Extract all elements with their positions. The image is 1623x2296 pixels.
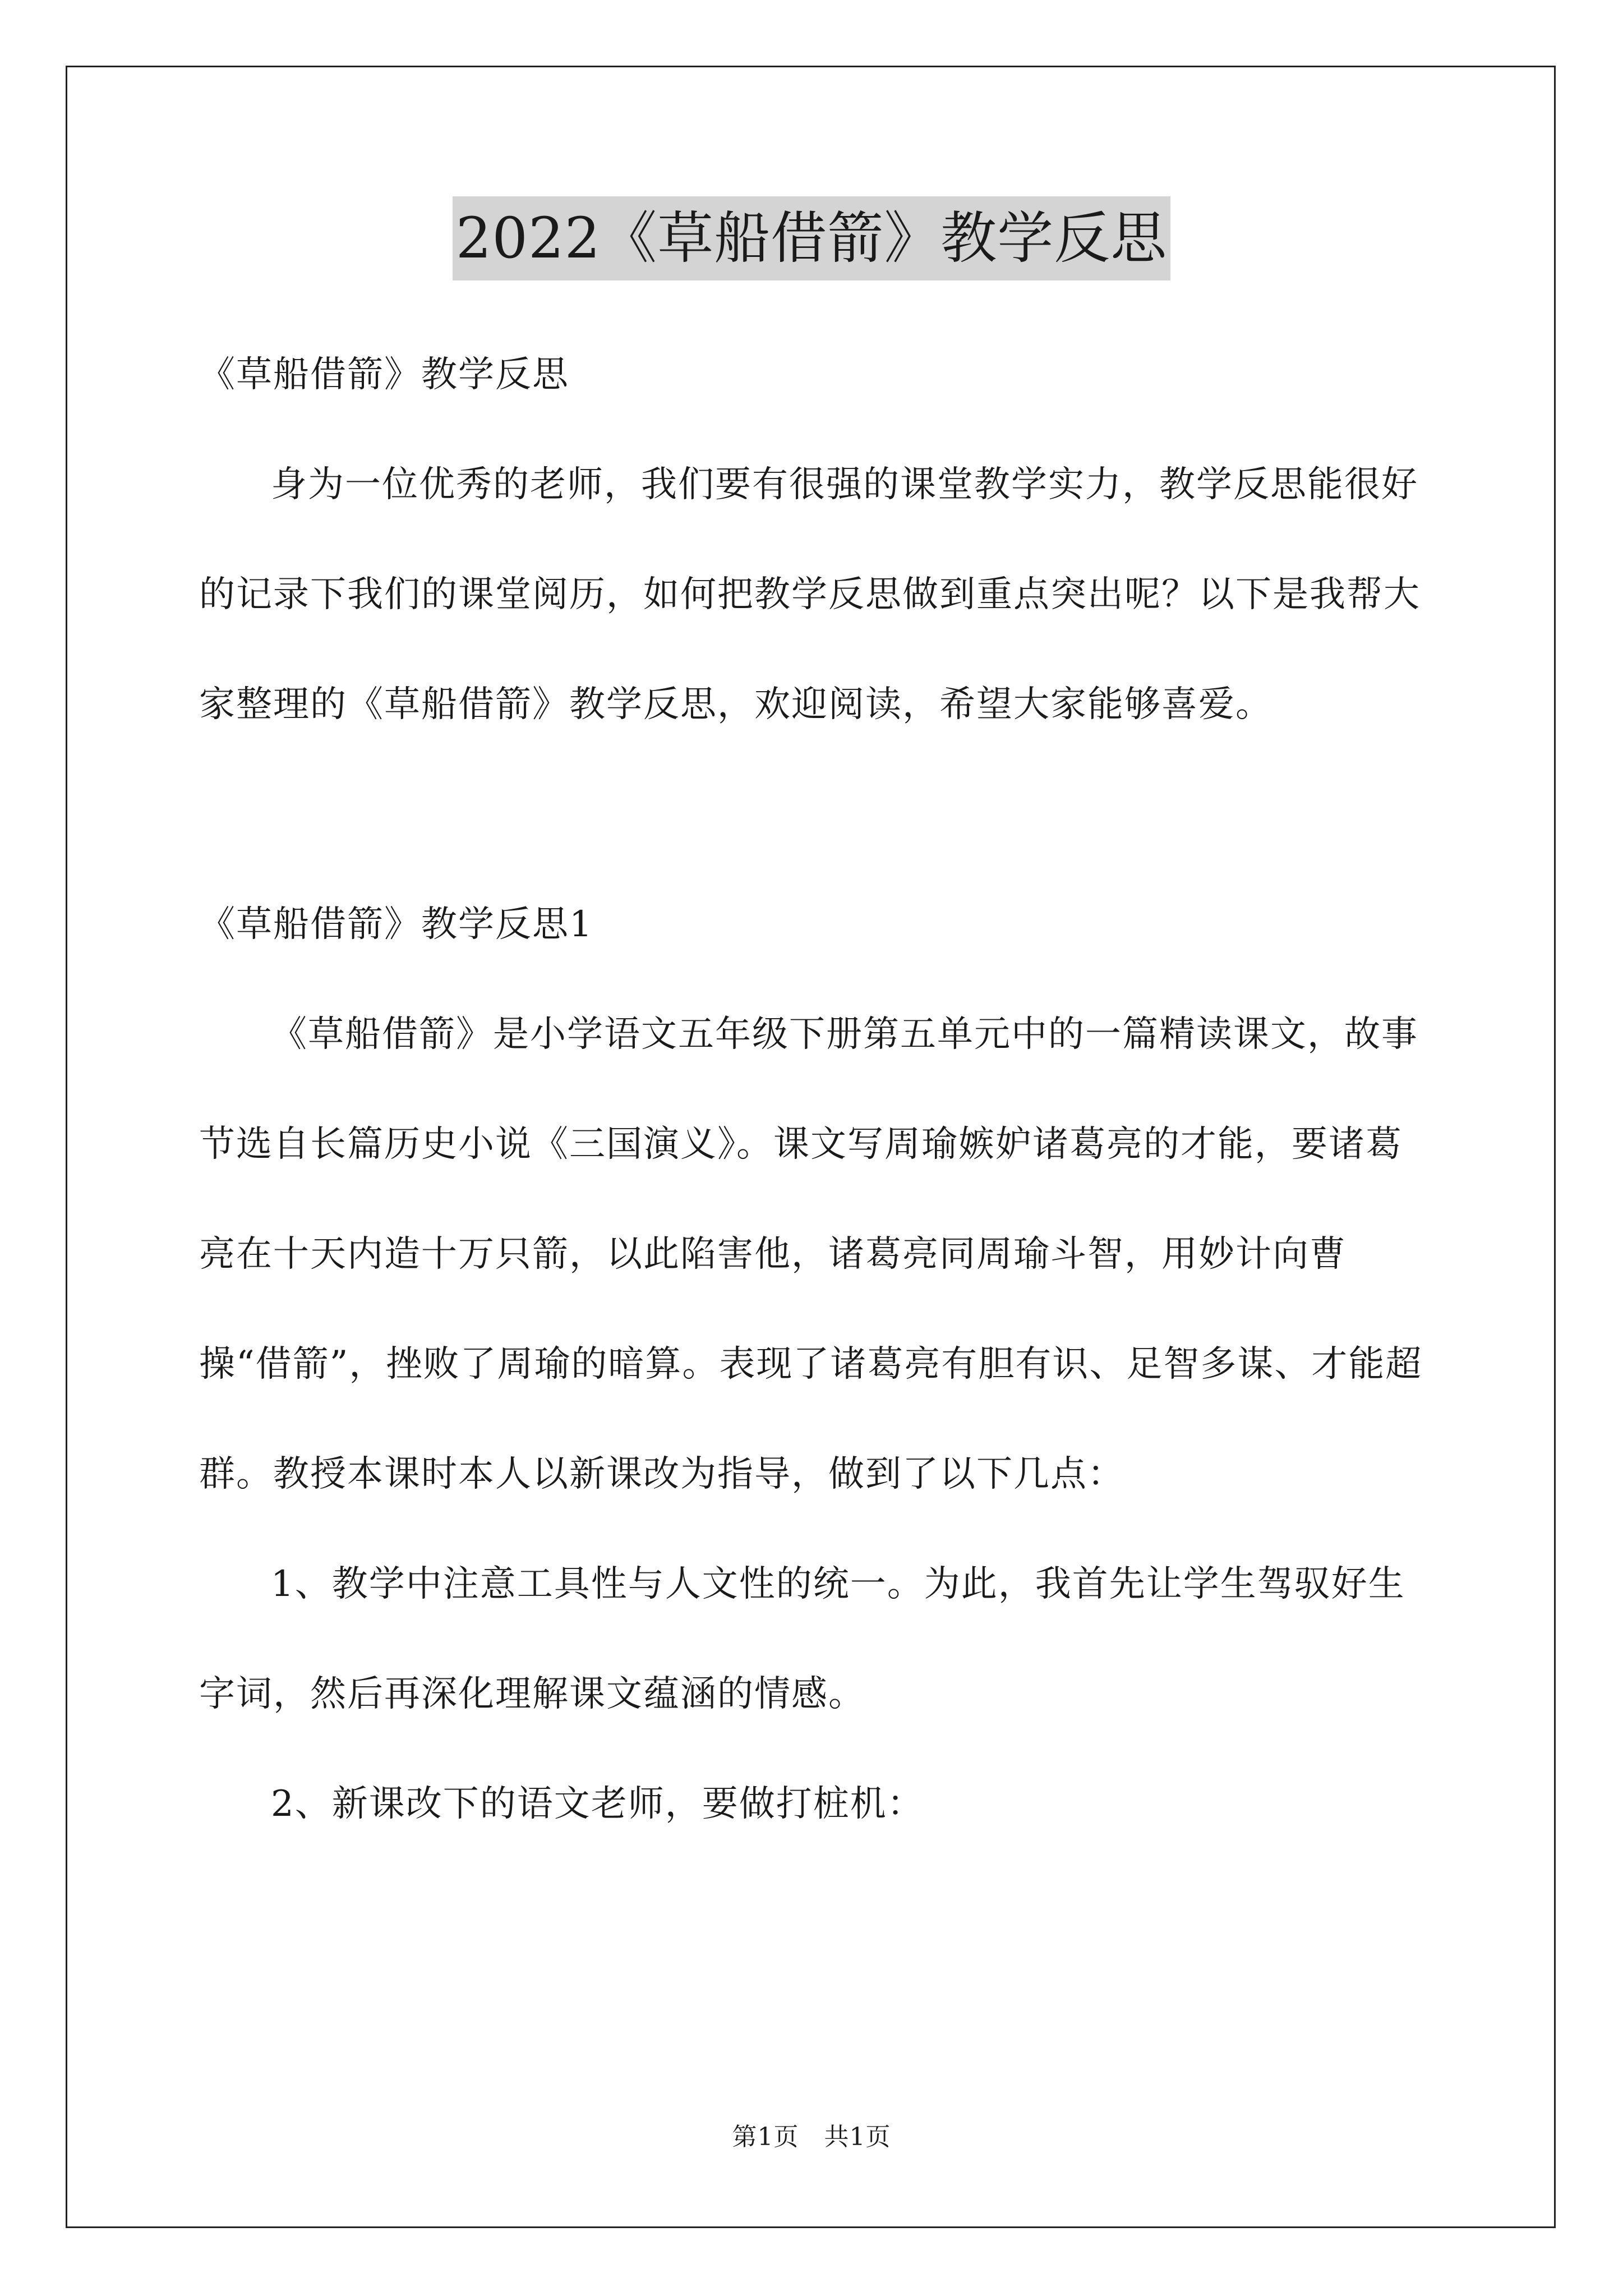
page-footer: 第1页 共1页 (732, 2123, 891, 2151)
title-container (0, 196, 1623, 280)
section-gap (199, 760, 1436, 869)
body-paragraph-3: 2、新课改下的语文老师，要做打桩机： (271, 1783, 924, 1825)
subtitle: 《草船借箭》教学反思 (199, 354, 569, 395)
document-title: 2022《草船借箭》教学反思 (453, 196, 1171, 280)
intro-paragraph: 身为一位优秀的老师，我们要有很强的课堂教学实力，教学反思能很好的记录下我们的课堂阅历，如何把教学反思做到重点突出呢？以下是我帮大家整理的《草船借箭》教学反思，欢迎阅读，希望大家能够喜爱。 (199, 464, 1421, 725)
document-body (199, 320, 1436, 1859)
body-paragraph-1: 《草船借箭》是小学语文五年级下册第五单元中的一篇精读课文，故事节选自长篇历史小说《三国演义》。课文写周瑜嫉妒诸葛亮的才能，要诸葛亮在十天内造十万只箭，以此陷害他，诸葛亮同周瑜斗智，用妙计向曹操“借箭”，挫败了周瑜的暗算。表现了诸葛亮有胆有识、足智多谋、才能超群。教授本课时本人以新课改为指导，做到了以下几点： (199, 1014, 1423, 1495)
section-heading: 《草船借箭》教学反思1 (199, 904, 593, 945)
body-paragraph-2: 1、教学中注意工具性与人文性的统一。为此，我首先让学生驾驭好生字词，然后再深化理解课文蕴涵的情感。 (199, 1563, 1405, 1715)
